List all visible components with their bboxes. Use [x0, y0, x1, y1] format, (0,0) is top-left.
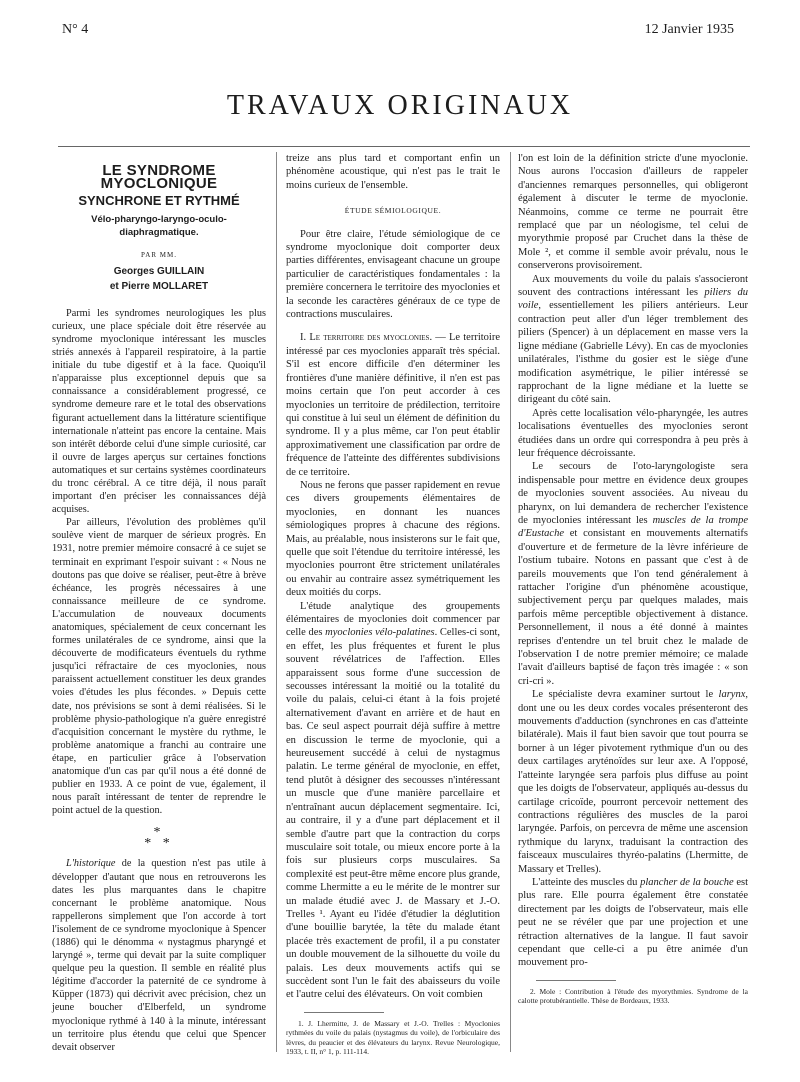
column-2: [286, 152, 500, 1057]
paragraph-text: L'atteinte des muscles du: [532, 876, 641, 888]
paragraph: [518, 273, 748, 407]
issue-date: 12 Janvier 1935: [644, 22, 734, 37]
column-divider: [510, 152, 511, 1052]
subsection-heading: I. Le territoire des myoclonies.: [300, 332, 433, 344]
paragraph: Parmi les syndromes neurologiques les plus curieux, une place spéciale doit être réservée au syndrome myoclonique intéressant les muscles striés annexés à l'appareil respiratoire, à la partie initiale du tube digestif et à la face. Quoiqu'il n'apparaisse plus exceptionnel depuis que sa connaissance a considérablement progressé, ce syndrome demeure rare et le total des observations figurant actuellement dans la littérature scientifique internationale n'atteint pas encore la centaine. Mais son intérêt déborde celui d'une simple curiosité, car il ouvre de larges aperçus sur certaines fonctions automatiques et sur certains systèmes coordinateurs du tronc cérébral. A ce titre déjà, il nous paraît important d'en préciser les connaissances déjà acquises.: [52, 307, 266, 516]
paragraph-text: L'étude analytique des groupements élémentaires de myoclonies doit commencer par celle des: [286, 600, 500, 639]
paragraph: Nous ne ferons que passer rapidement en revue ces divers groupements élémentaires de myoclonies, en donnant les nuances sémiologiques propres à chacune des régions. Mais, au préalable, nous insisterons sur le fait que, quelle que soit l'étendue du territoire intéressé, les myoclonies pourront être strictement unilatérales ou envahir au contraire assez symétriquement les deux moitiés du corps.: [286, 479, 500, 599]
paragraph-text: Aux mouvements du voile du palais s'associeront souvent des contractions intéressant les: [518, 273, 748, 299]
paragraph: Après cette localisation vélo-pharyngée, les autres localisations éventuelles des myoclonies seront étudiées dans un ordre qui correspondra à peu près à leur fréquence décroissante.: [518, 407, 748, 459]
paragraph: treize ans plus tard et comportant enfin un phénomène acoustique, qui n'est pas le trait le moins curieux de l'ensemble.: [286, 153, 500, 191]
issue-number: N° 4: [62, 22, 89, 37]
footnote: 1. J. Lhermitte, J. de Massary et J.-O. Trelles : Myoclonies rythmées du voile du palais (nystagmus du voile), de l'orbiculaire des lèvres, du peaucier et des élévateurs du larynx. Revue Neurologique, 1933, t. II, n° 1, p. 111-114.: [286, 1018, 500, 1057]
article-subtitle: SYNCHRONE ET RYTHMÉ: [78, 193, 240, 209]
column-1: [52, 152, 266, 1054]
paragraph-text: , essentiellement les piliers antérieurs. Leur contraction peut aller d'un léger tremblement des piliers (Spencer) à un déplacement en masse vers la ligne médiane (Gabrielle Lévy). En cas de myoclonies unilatérales, l'isthme du gosier est le siège d'une modification asymétrique, le pilier intéressé se rapprochant de la ligne médiane et la luette se dirigeant du côté sain.: [518, 300, 748, 406]
emphasis: larynx: [718, 689, 746, 701]
emphasis: piliers du voile: [518, 287, 748, 312]
article-subtitle-2: Vélo-pharyngo-laryngo-oculo-diaphragmatique.: [91, 214, 227, 239]
paragraph: [518, 876, 748, 970]
emphasis: muscles de la trompe d'Eustache: [518, 514, 748, 540]
paragraph: Par ailleurs, l'évolution des problèmes qu'il soulève vient de marquer de sérieux progrès. En 1931, notre premier mémoire consacré à ce sujet se terminait en exprimant l'espoir suivant : « Nous ne doutons pas que doive se réaliser, peut-être à brève échéance, les progrès nécessaires à une connaissance meilleure de ce syndrome. L'accumulation de nouveaux documents anatomiques, spécialement de ceux concernant les formes unilatérales de ce syndrome, ainsi que la découverte de modificateurs éventuels du rythme jusqu'ici réfractaire de ces myoclonies, nous paraissent actuellement constituer les deux grandes voies d'études les plus fécondes. » Depuis cette date, nos prévisions se sont à demi réalisées. Si le problème physio-pathologique n'a guère enregistré d'acquisition concernant le mystère du rythme, le problème anatomique a franchi au contraire une étape, en particulier grâce à l'observation anatomique d'un cas par qu'il nous a été donné de publier en 1933. A ce point de vue, également, il nous paraît intéressant de tenter de reprendre le point actuel de la question.: [52, 517, 266, 817]
column-divider: [276, 152, 277, 1052]
paragraph-text: Le secours de l'oto-laryngologiste sera indispensable pour mettre en évidence deux groupes de myoclonies souvent associées. Au niveau du pharynx, on lui demandera de rechercher l'existence de myoclonies intéressant les: [518, 461, 748, 526]
paragraph-text: de la question n'est pas utile à développer d'autant que nous en retrouverons les dates les plus marquantes dans le chapitre concernant le problème anatomique. Nous rappellerons simplement que l'on accorde à tort l'isolement de ce syndrome myoclonique à Spencer (1886) qui le dénomma « nystagmus pharyngé et laryngé », terme qui devait par la suite compliquer quelque peu la question. Il semble en réalité plus légitime d'accorder la paternité de ce syndrome à Küpper (1873) qui décrivit avec précision, chez un jeune boucher d'Elberfeld, un syndrome myoclonique rythmé à 140 à la minute, intéressant un territoire plus étendu que celui que Spencer devait observer: [52, 858, 266, 1053]
footnote-rule: [536, 980, 616, 981]
paragraph-text: . Celles-ci sont, en effet, les plus fréquentes et furent le plus souvent révélatrices de l'affection. Elles apparaissent sous forme d'une succession de secousses intéressant la moitié ou la totalité du voile du palais, celui-ci étant à la fois projeté alternativement d'avant en arrière et de haut en bas. Ce seul aspect pourrait déjà suffire à mettre en discussion le terme de myoclonie, qui a heureusement succédé à celui de nystagmus palatin. Le terme général de myoclonie, en effet, tend plutôt à désigner des secousses n'intéressant un muscle que d'une manière parcellaire et n'entraînant aucun déplacement segmentaire. Ici, au contraire, il y a d'une part déplacement et il semble d'autre part que la contraction du corps musculaire soit totale, ou mieux encore porte à la fois sur plusieurs corps musculaires. Sa complexité est peut-être même encore plus grande, comme Lhermitte a eu le mérite de le montrer sur un malade étudié avec J. de Massary et J.-O. Trelles ¹. Ayant eu l'idée d'étudier la déglutition d'une bouillie barytée, la tête du malade étant placée très exactement de profil, il a pu constater un double mouvement de la silhouette du voile du palais. Les deux mouvements actifs qui se succèdent sont l'un le fait des abaisseurs du voile et l'autre celui des élévateurs. On voit combien: [286, 627, 501, 1001]
title-rule: [58, 146, 750, 147]
article-heading: [52, 164, 266, 239]
section-heading: ÉTUDE SÉMIOLOGIQUE.: [344, 206, 442, 216]
section-title: TRAVAUX ORIGINAUX: [226, 90, 574, 121]
footnote: 2. Mole : Contribution à l'étude des myorythmies. Syndrome de la calotte protubérantielle. Thèse de Bordeaux, 1933.: [518, 986, 748, 1006]
emphasis: plancher de la bouche: [640, 876, 734, 888]
asterism: * * *: [144, 825, 174, 852]
paragraph: [518, 460, 748, 688]
author-1: Georges GUILLAIN: [113, 265, 205, 277]
paragraph-text: et consistant en mouvements alternatifs d'ouverture et de fermeture de la lèvre inférieure de l'ostium tubaire. Notons en passant que c'est à de pareils mouvements que l'on tend généralement à rattacher l'origine d'un phénomène acoustique, subjectivement perçu par quelques malades, mais parfois même perceptible objectivement à distance. Personnellement, il nous a été donné à maintes reprises d'entendre un tel bruit chez le malade de l'observation I de notre premier mémoire; ce malade l'avait d'ailleurs baptisé de façon très imagée : « son cri-cri ».: [518, 528, 748, 687]
emphasis: L'historique: [66, 858, 116, 870]
paragraph: Pour être claire, l'étude sémiologique de ce syndrome myoclonique doit comporter deux parties différentes, envisageant chacune un groupe particulier de caractéristiques fondamentales : la première concernera le territoire des myoclonies et la seconde les caractères généraux de ce type de contractions musculaires.: [286, 228, 500, 321]
emphasis: myoclonies vélo-palatines: [325, 627, 435, 639]
column-3: [518, 152, 748, 1006]
author-2: et Pierre MOLLARET: [109, 280, 209, 292]
paragraph: [518, 688, 748, 876]
paragraph: [286, 600, 500, 1002]
paragraph: l'on est loin de la définition stricte d'une myoclonie. Nous aurons l'occasion d'ailleurs de rappeler d'anciennes remarques personnelles, qui obligeront également à discuter le terme de myoclonie. Néanmoins, comme ce terme ne pourrait être remplacé que par un néologisme, tel celui de myorythmie proposé par Cruchet dans la thèse de Mole ², et comme il semble avoir prévalu, nous le conserverons provisoirement.: [518, 153, 748, 272]
footnote-rule: [304, 1012, 384, 1013]
paragraph: [286, 331, 500, 478]
article-title: LE SYNDROME MYOCLONIQUE: [100, 162, 218, 193]
paragraph-text: — Le territoire intéressé par ces myoclonies apparaît très spécial. S'il est encore difficile d'en déterminer les frontières d'une manière définitive, il n'en est pas moins certain que l'on peut accorder à ces myoclonies un territoire de prédilection, territoire qui constitue à lui seul un élément de définition du syndrome. Il y a plus même, car l'on peut établir approximativement une classification par ordre de fréquence de l'atteinte des différentes subdivisions de ce territoire.: [286, 332, 500, 478]
byline-label: PAR MM.: [141, 251, 177, 260]
paragraph-text: , dont une ou les deux cordes vocales présenteront des mouvements d'adduction (synchrones en cas d'atteinte bilatérale). Mais il faut bien savoir que tout pourra se borner à un léger pivotement rythmique d'un ou des deux cartilages aryténoïdes sur leur axe. A l'opposé, l'atteinte laryngée sera parfois plus diffuse au point que les doigts de l'observateur, appliqués au-dessus du cartilage cricoïde, pourront percevoir nettement des contractions régulières des muscles de la paroi laryngée. Parfois, on percevra de même une ascension rythmique du larynx, traduisant la contraction des faisceaux musculaires thyréo-palatins (Lhermitte, de Massary et Trelles).: [518, 689, 748, 875]
paragraph: [52, 857, 266, 1053]
paragraph-text: est plus rare. Elle pourra également être constatée directement par les doigts de l'observateur, mais elle peut ne se révéler que par une projection et une rétraction alternatives de la langue. Il faut savoir cependant que celle-ci a pu être animée d'un mouvement pro-: [518, 876, 748, 969]
paragraph-text: Le spécialiste devra examiner surtout le: [532, 689, 719, 701]
